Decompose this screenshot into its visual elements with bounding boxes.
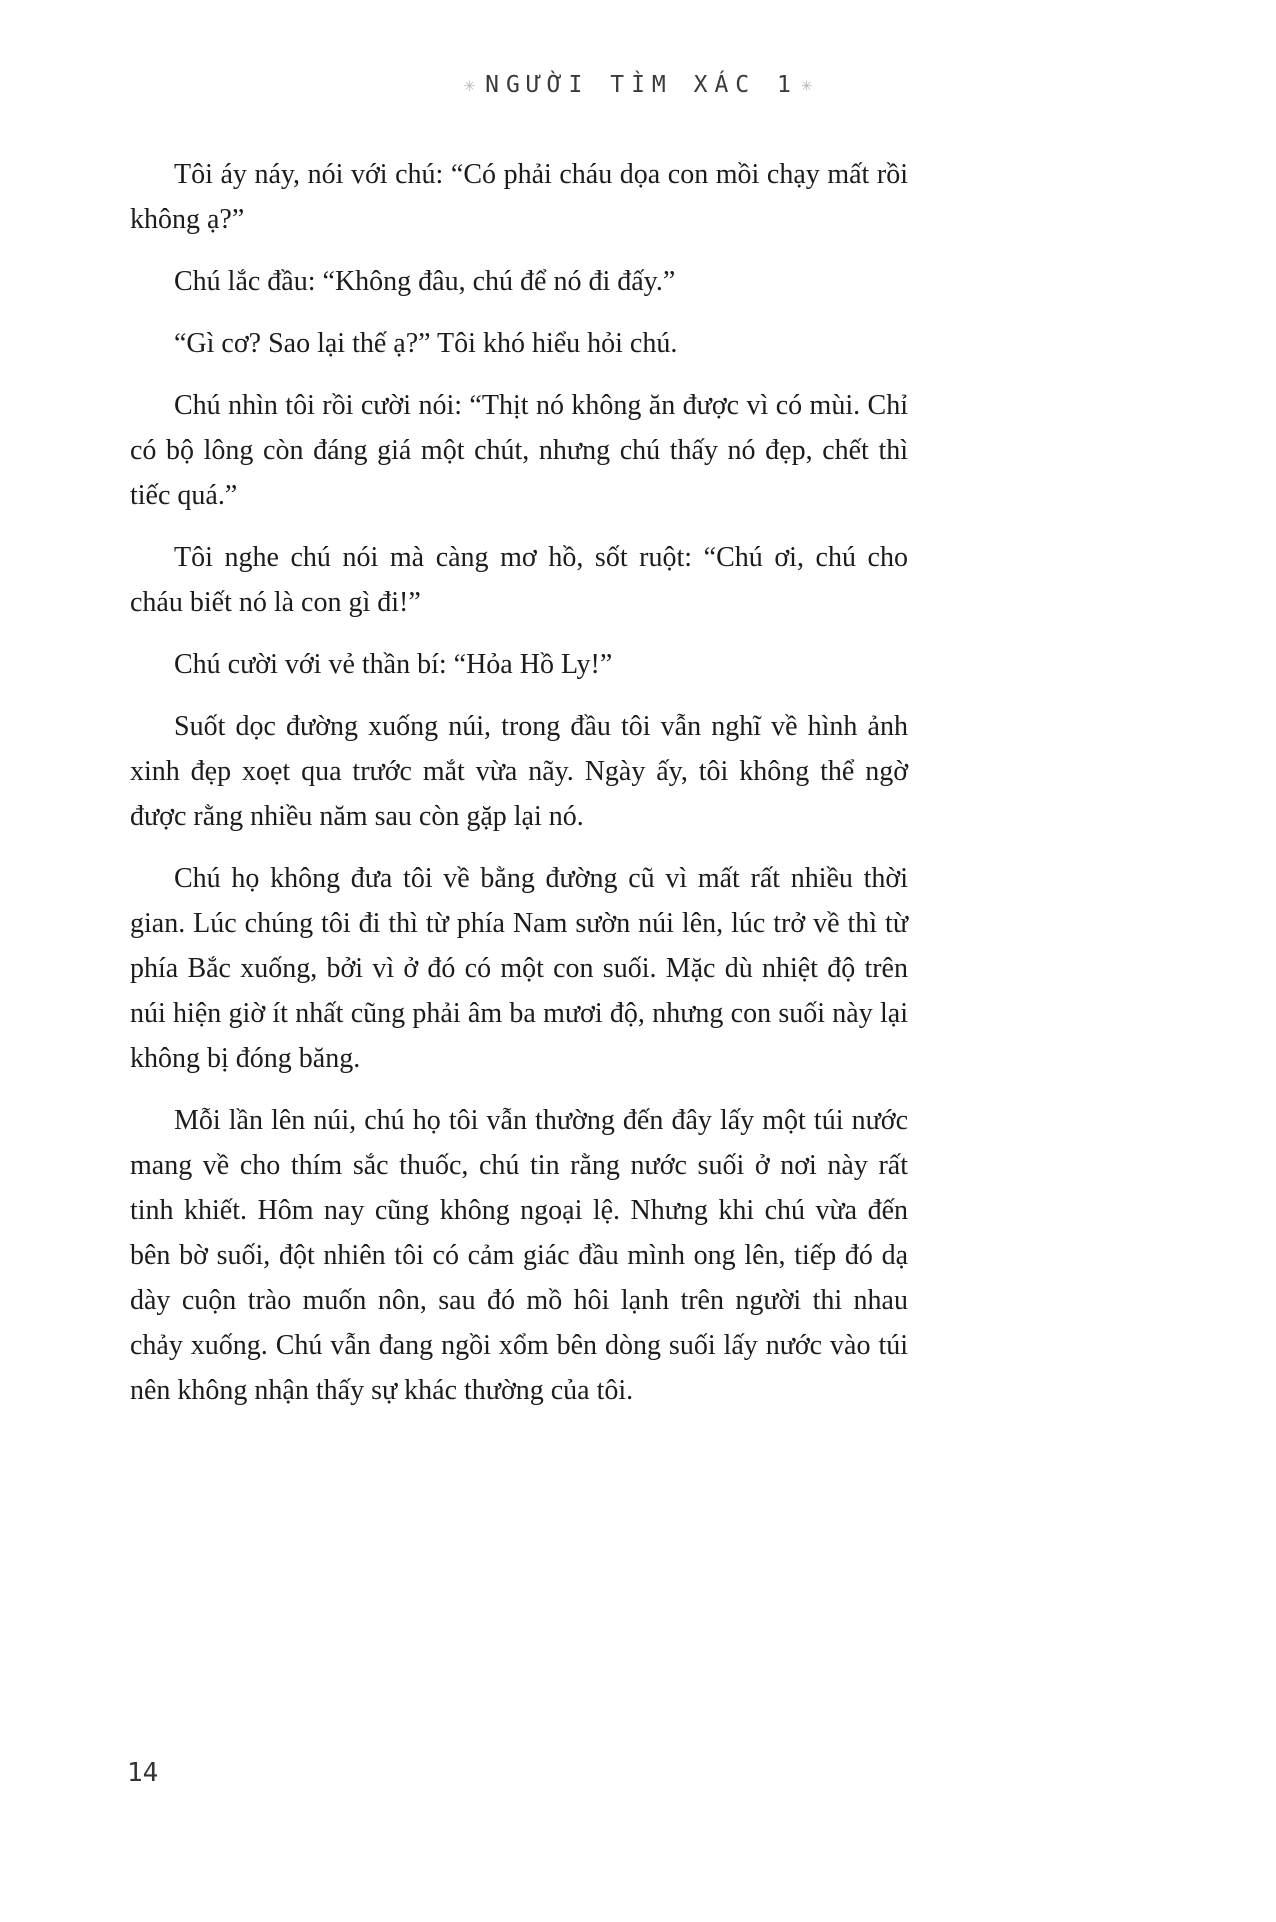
paragraph: Suốt dọc đường xuống núi, trong đầu tôi vẫn nghĩ về hình ảnh xinh đẹp xoẹt qua trước mắt vừa nãy. Ngày ấy, tôi không thể ngờ được rằng nhiều năm sau còn gặp lại nó. — [130, 711, 908, 832]
paragraph: Chú lắc đầu: “Không đâu, chú để nó đi đấy.” — [174, 266, 676, 297]
paragraph: Chú cười với vẻ thần bí: “Hỏa Hồ Ly!” — [174, 649, 613, 680]
ornament-icon-right: ✳ — [800, 74, 813, 96]
paragraph: Mỗi lần lên núi, chú họ tôi vẫn thường đến đây lấy một túi nước mang về cho thím sắc thuốc, chú tin rằng nước suối ở nơi này rất tinh khiết. Hôm nay cũng không ngoại lệ. Nhưng khi chú vừa đến bên bờ suối, đột nhiên tôi có cảm giác đầu mình ong lên, tiếp đó dạ dày cuộn trào muốn nôn, sau đó mồ hôi lạnh trên người thi nhau chảy xuống. Chú vẫn đang ngồi xổm bên dòng suối lấy nước vào túi nên không nhận thấy sự khác thường của tôi. — [130, 1105, 908, 1406]
page-number: 14 — [127, 1758, 159, 1788]
body-text — [130, 152, 908, 1413]
paragraph: Tôi nghe chú nói mà càng mơ hồ, sốt ruột: “Chú ơi, chú cho cháu biết nó là con gì đi!” — [130, 542, 908, 618]
paragraph: “Gì cơ? Sao lại thế ạ?” Tôi khó hiểu hỏi chú. — [174, 328, 678, 359]
paragraph: Chú họ không đưa tôi về bằng đường cũ vì mất rất nhiều thời gian. Lúc chúng tôi đi thì từ phía Nam sườn núi lên, lúc trở về thì từ phía Bắc xuống, bởi vì ở đó có một con suối. Mặc dù nhiệt độ trên núi hiện giờ ít nhất cũng phải âm ba mươi độ, nhưng con suối này lại không bị đóng băng. — [130, 863, 908, 1074]
header-title: NGƯỜI TÌM XÁC 1 — [485, 72, 798, 98]
paragraph: Tôi áy náy, nói với chú: “Có phải cháu dọa con mồi chạy mất rồi không ạ?” — [130, 159, 908, 235]
ornament-icon-left: ✳ — [463, 74, 476, 96]
paragraph: Chú nhìn tôi rồi cười nói: “Thịt nó không ăn được vì có mùi. Chỉ có bộ lông còn đáng giá một chút, nhưng chú thấy nó đẹp, chết thì tiếc quá.” — [130, 390, 908, 511]
running-header — [0, 72, 1276, 98]
